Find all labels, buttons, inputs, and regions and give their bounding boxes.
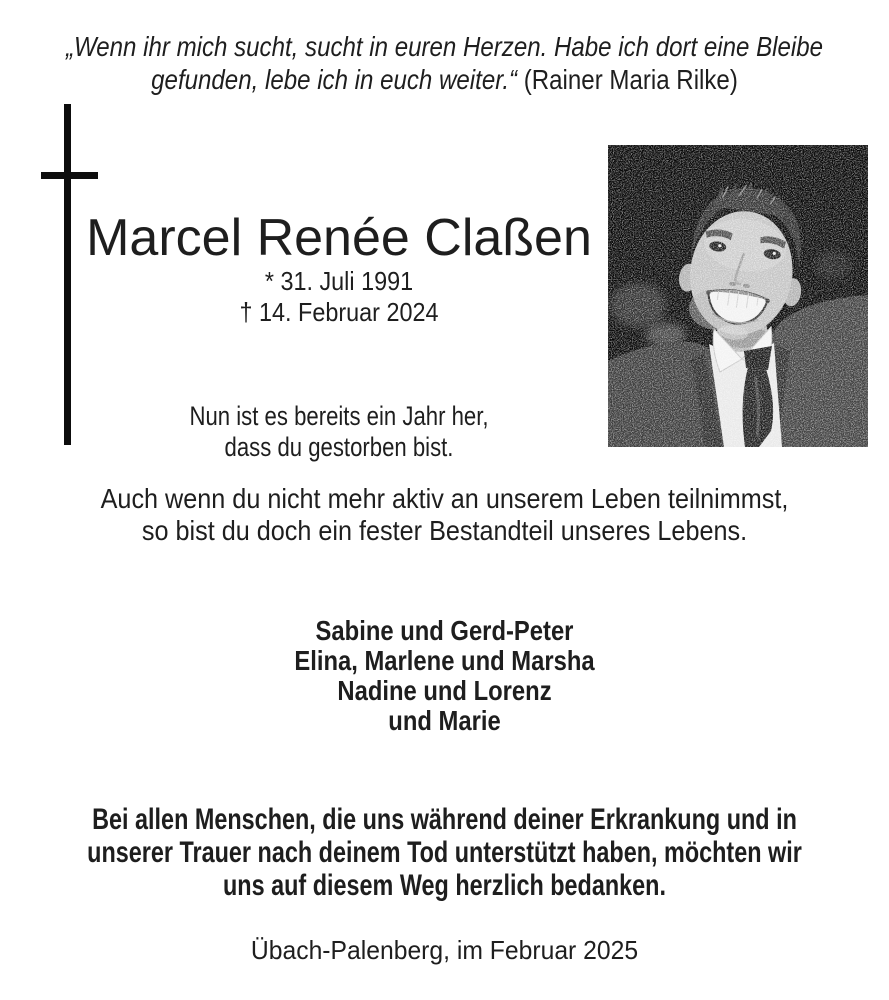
memorial-text <box>52 401 626 463</box>
tribute-text <box>0 483 889 547</box>
death-date: † 14. Februar 2024 <box>239 297 439 327</box>
memorial-line-2: dass du gestorben bist. <box>224 432 454 462</box>
deceased-name: Marcel Renée Claßen <box>86 209 592 267</box>
birth-date: * 31. Juli 1991 <box>264 266 414 296</box>
cross-horizontal-bar <box>41 172 98 179</box>
thanks-line-1: Bei allen Menschen, die uns während deiner Erkrankung und in <box>92 803 797 836</box>
portrait-photo-image <box>608 145 868 447</box>
family-line-4: und Marie <box>388 705 501 736</box>
family-line-3: Nadine und Lorenz <box>337 675 552 706</box>
thanks-text <box>0 803 889 902</box>
quote-block <box>0 30 889 96</box>
family-names <box>0 616 889 736</box>
place-date-line: Übach-Palenberg, im Februar 2025 <box>250 935 639 965</box>
thanks-line-3: uns auf diesem Weg herzlich bedanken. <box>223 869 666 902</box>
quote-attribution: (Rainer Maria Rilke) <box>517 64 738 95</box>
portrait-photo <box>608 145 868 447</box>
quote-line-2 <box>0 63 889 96</box>
quote-line-2-text: gefunden, lebe ich in euch weiter.“ <box>151 64 518 95</box>
life-dates <box>24 266 654 328</box>
thanks-line-2: unserer Trauer nach deinem Tod unterstützt haben, möchten wir <box>87 836 802 869</box>
tribute-line-1: Auch wenn du nicht mehr aktiv an unserem Leben teilnimmst, <box>100 483 789 514</box>
tribute-line-2: so bist du doch ein fester Bestandteil unseres Lebens. <box>141 515 748 546</box>
quote-line-1: „Wenn ihr mich sucht, sucht in euren Herzen. Habe ich dort eine Bleibe <box>65 31 824 62</box>
family-line-2: Elina, Marlene und Marsha <box>294 645 595 676</box>
memorial-line-1: Nun ist es bereits ein Jahr her, <box>189 401 489 431</box>
family-line-1: Sabine und Gerd-Peter <box>315 615 574 646</box>
